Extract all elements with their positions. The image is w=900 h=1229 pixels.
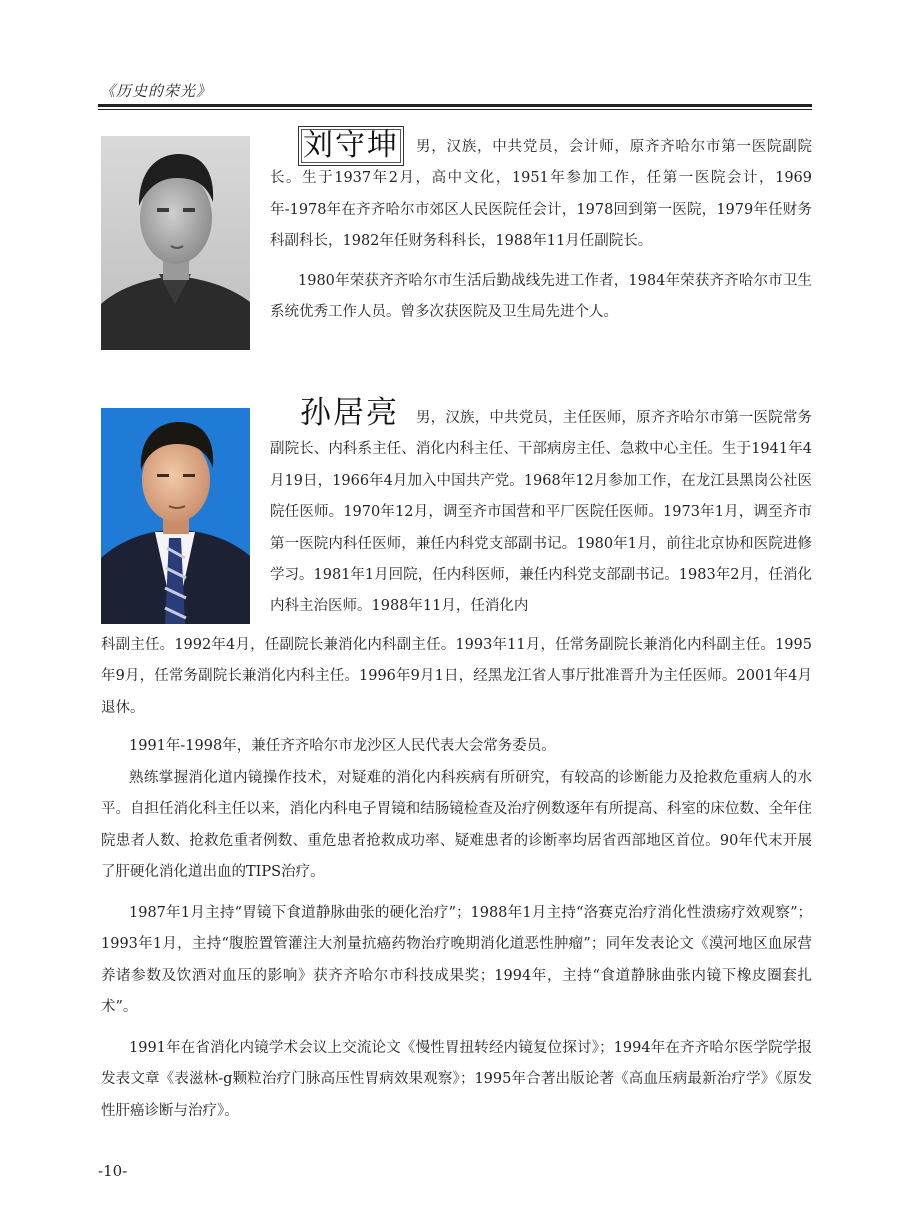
- skills-paragraph: 熟练掌握消化道内镜操作技术，对疑难的消化内科疾病有所研究，有较高的诊断能力及抢救危重病人的水平。自担任消化科主任以来，消化内科电子胃镜和结肠镜检查及治疗例数逐年有所提高、科室的床位数、全年住院患者人数、抢救危重者例数、重危患者抢救成功率、疑难患者的诊断率均居省西部地区首位。90年代末开展了肝硬化消化道出血的TIPS治疗。: [101, 770, 812, 881]
- bio-paragraph-1: 男，汉族，中共党员，会计师，原齐齐哈尔市第一医院副院长。生于1937年2月，高中文化，1951年参加工作，任第一医院会计，1969年-1978年在齐齐哈尔市郊区人民医院任会计，1978回到第一医院，1979年任财务科副科长，1982年任财务科科长，1988年11月任副院长。: [270, 139, 812, 250]
- awards-paragraph-1: 1980年荣获齐齐哈尔市生活后勤战线先进工作者，1984年荣获齐齐哈尔市卫生系统优秀工作人员。曾多次获医院及卫生局先进个人。: [270, 273, 812, 321]
- person-name-2: 孙居亮: [300, 395, 399, 431]
- bio-paragraph-2a: 男，汉族，中共党员，主任医师，原齐齐哈尔市第一医院常务副院长、内科系主任、消化内科主任、干部病房主任、急救中心主任。生于1941年4月19日，1966年4月加入中国共产党。1968年12月参加工作，在龙江县黑岗公社医院任医师。1970年12月，调至齐市国营和平厂医院任医师。1973年1月，调至齐市第一医院内科任医师，兼任内科党支部副书记。1980年1月，前往北京协和医院进修学习。1981年1月回院，任内科医师，兼任内科党支部副书记。1983年2月，任消化内科主治医师。1988年11月，任消化内: [270, 410, 812, 615]
- header-rule: [98, 104, 812, 107]
- book-title: 《历史的荣光》: [100, 82, 213, 100]
- papers-paragraph: 1991年在省消化内镜学术会议上交流论文《慢性胃扭转经内镜复位探讨》；1994年在齐齐哈尔医学院学报发表文章《表滋林-g颗粒治疗门脉高压性胃病效果观察》；1995年合著出版论著《高血压病最新治疗学》《原发性肝癌诊断与治疗》。: [101, 1040, 812, 1119]
- person-name-1: 刘守坤: [303, 128, 399, 163]
- header-rule-thin: [98, 109, 812, 110]
- page-number: -10-: [98, 1162, 128, 1180]
- bio-paragraph-2b: 科副主任。1992年4月，任副院长兼消化内科副主任。1993年11月，任常务副院长兼消化内科副主任。1995年9月，任常务副院长兼消化内科主任。1996年9月1日，经黑龙江省人事厅批准晋升为主任医师。2001年4月退休。: [101, 637, 812, 716]
- research-paragraph: 1987年1月主持“胃镜下食道静脉曲张的硬化治疗”；1988年1月主持“洛赛克治疗消化性溃疡疗效观察”；1993年1月，主持“腹腔置管灌注大剂量抗癌药物治疗晚期消化道恶性肿瘤”；同年发表论文《漠河地区血尿营养诸参数及饮酒对血压的影响》获齐齐哈尔市科技成果奖；1994年，主持“食道静脉曲张内镜下橡皮圈套扎术”。: [101, 905, 812, 1016]
- portrait-photo-1: [101, 136, 250, 350]
- portrait-photo-2: [101, 408, 250, 624]
- congress-paragraph: 1991年-1998年，兼任齐齐哈尔市龙沙区人民代表大会常务委员。: [129, 738, 556, 754]
